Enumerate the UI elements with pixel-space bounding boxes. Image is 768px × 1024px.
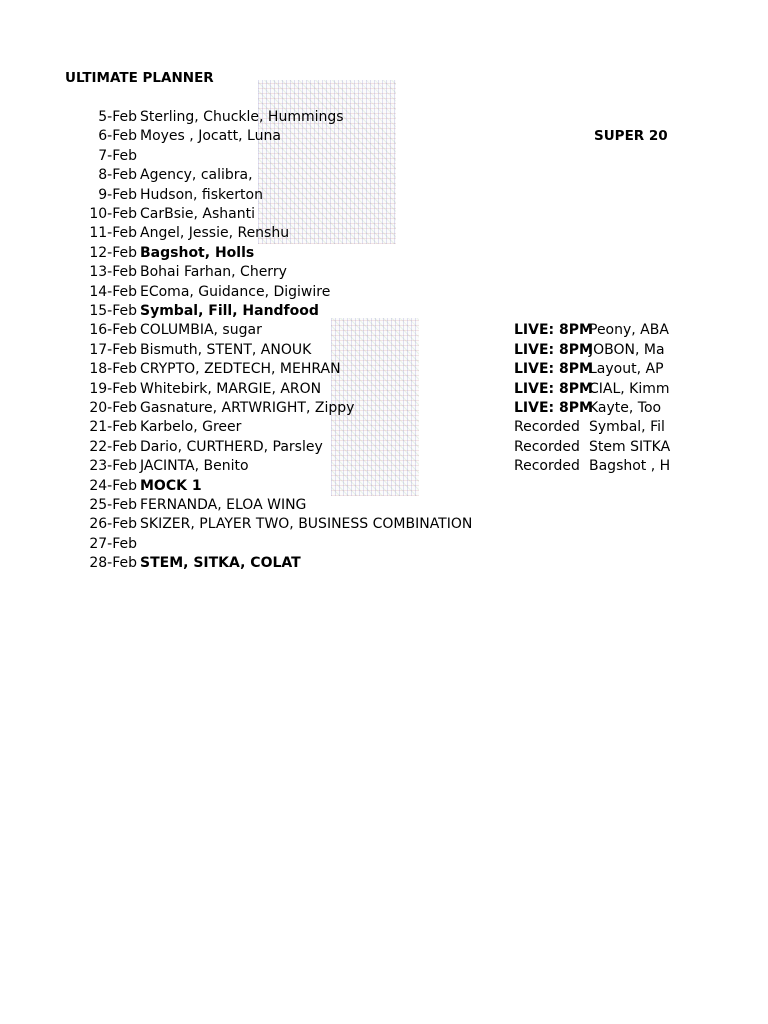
planner-names: Sterling, Chuckle, Hummings [140,109,344,125]
planner-names: Angel, Jessie, Renshu [140,225,290,242]
planner-date: 9-Feb [98,186,137,203]
planner-date: 5-Feb [98,109,137,125]
planner-names: Bagshot, Holls [140,244,255,261]
planner-names: Karbelo, Greer [140,419,242,436]
planner-date: 20-Feb [89,400,137,416]
planner-date: 19-Feb [89,380,137,397]
planner-date: 25-Feb [89,497,137,513]
planner-names: Symbal, Fill, Handfood [140,303,319,319]
session-text: Symbal, Fil [589,419,665,436]
planner-names: CarBsie, Ashanti [140,206,255,222]
planner-date: 26-Feb [89,516,137,533]
planner-date: 21-Feb [89,419,137,436]
planner-names: SKIZER, PLAYER TWO, BUSINESS COMBINATION [140,516,473,533]
session-label: LIVE: 8PM [514,341,593,358]
planner-names: Agency, calibra, [140,167,253,184]
planner-names: MOCK 1 [140,477,202,494]
planner-names: Moyes , Jocatt, Luna [140,128,281,145]
planner-date: 14-Feb [89,283,137,300]
planner-date: 16-Feb [89,322,137,339]
planner-date: 7-Feb [98,147,137,164]
planner-date: 18-Feb [89,361,137,378]
planner-date: 13-Feb [89,264,137,281]
planner-date: 11-Feb [89,225,137,242]
page-title: ULTIMATE PLANNER [65,70,214,86]
planner-names: COLUMBIA, sugar [140,322,262,339]
planner-names: STEM, SITKA, COLAT [140,555,301,572]
planner-names: JACINTA, Benito [140,458,249,475]
session-label: LIVE: 8PM [514,361,593,378]
session-label: Recorded [514,438,580,455]
session-text: Stem SITKA [589,438,671,455]
session-label: LIVE: 8PM [514,322,593,339]
planner-names: Hudson, fiskerton [140,186,263,203]
session-text: Peony, ABA [589,322,669,339]
planner-date: 28-Feb [89,555,137,572]
planner-names: FERNANDA, ELOA WING [140,497,307,513]
planner-names: Dario, CURTHERD, Parsley [140,438,323,455]
session-text: CIAL, Kimm [589,380,670,397]
session-text: Kayte, Too [589,400,662,416]
planner-date: 6-Feb [98,128,137,145]
super-section-title: SUPER 20 [594,128,668,144]
planner-date: 17-Feb [89,341,137,358]
planner-names: Bismuth, STENT, ANOUK [140,341,312,358]
noise-image-top [258,80,396,244]
planner-date: 8-Feb [98,167,137,184]
session-text: Bagshot , H [589,458,671,475]
planner-date: 15-Feb [89,303,137,319]
session-label: LIVE: 8PM [514,400,593,416]
planner-names: Bohai Farhan, Cherry [140,264,287,281]
planner-date: 12-Feb [89,244,137,261]
planner-date: 10-Feb [89,206,137,222]
planner-date: 23-Feb [89,458,137,475]
planner-names: Whitebirk, MARGIE, ARON [140,380,322,397]
planner-names: CRYPTO, ZEDTECH, MEHRAN [140,361,341,378]
planner-names: EComa, Guidance, Digiwire [140,283,331,300]
session-label: Recorded [514,458,580,475]
planner-date: 22-Feb [89,438,137,455]
session-text: JOBON, Ma [589,341,665,358]
session-label: LIVE: 8PM [514,380,593,397]
session-label: Recorded [514,419,580,436]
planner-date: 24-Feb [89,477,137,494]
session-text: Layout, AP [589,361,664,378]
planner-date: 27-Feb [89,535,137,552]
planner-names: Gasnature, ARTWRIGHT, Zippy [140,400,355,416]
